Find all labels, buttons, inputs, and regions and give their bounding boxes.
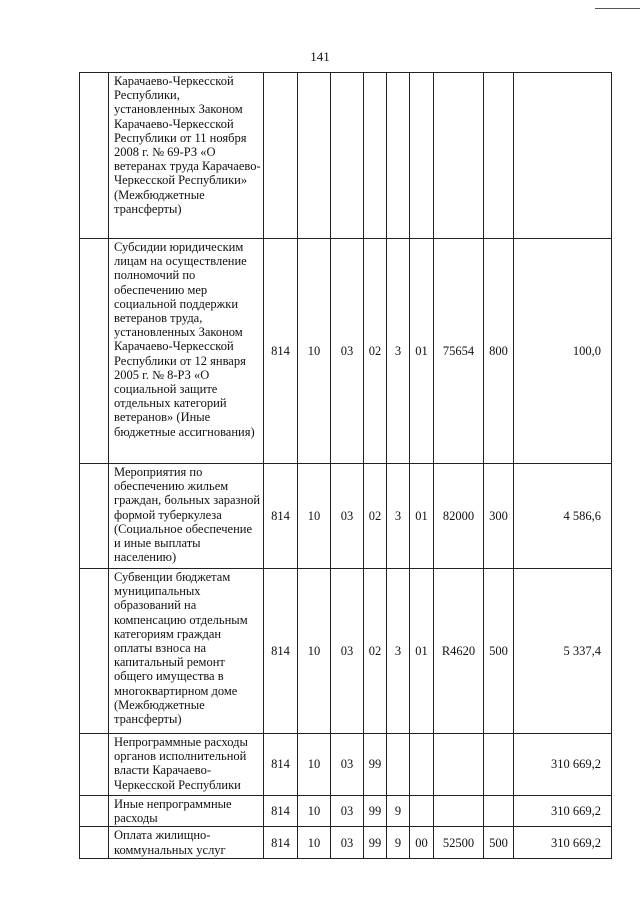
- program-cell: 99: [364, 734, 387, 796]
- expense-name-cell: Субсидии юридическим лицам на осуществление полномочий по обеспечению мер социальной поддержки ветеранов труда, установленных Законом Карачаево-Черкесской Республики от 12 января 2005 г. № 8-РЗ «О социальной защите отдельных категорий ветеранов» (Иные бюджетные ассигнования): [109, 239, 264, 464]
- subprogram-cell: 3: [387, 464, 410, 569]
- subprogram-cell: 9: [387, 796, 410, 827]
- table-row: [80, 464, 612, 569]
- table-row: [80, 796, 612, 827]
- expense-name-cell: Иные непрограммные расходы: [109, 796, 264, 827]
- subsection-cell: 03: [331, 239, 364, 464]
- section-cell: 10: [298, 796, 331, 827]
- subsection-cell: 03: [331, 734, 364, 796]
- row-number-cell: [80, 464, 109, 569]
- gov-code-cell: 814: [264, 796, 298, 827]
- event-cell: [410, 734, 434, 796]
- direction-cell: R4620: [434, 569, 484, 734]
- budget-table: [79, 72, 612, 859]
- section-cell: 10: [298, 734, 331, 796]
- subsection-cell: 03: [331, 569, 364, 734]
- subsection-cell: [331, 73, 364, 239]
- event-cell: 01: [410, 464, 434, 569]
- expense-type-cell: 800: [484, 239, 514, 464]
- direction-cell: [434, 73, 484, 239]
- gov-code-cell: 814: [264, 239, 298, 464]
- event-cell: [410, 796, 434, 827]
- page-number: 141: [310, 49, 330, 64]
- row-number-cell: [80, 734, 109, 796]
- gov-code-cell: 814: [264, 827, 298, 858]
- subsection-cell: 03: [331, 796, 364, 827]
- expense-type-cell: [484, 73, 514, 239]
- direction-cell: 52500: [434, 827, 484, 858]
- scan-corner-line: [595, 0, 640, 9]
- row-number-cell: [80, 569, 109, 734]
- section-cell: 10: [298, 464, 331, 569]
- expense-type-cell: 500: [484, 827, 514, 858]
- program-cell: 02: [364, 239, 387, 464]
- direction-cell: [434, 796, 484, 827]
- expense-name-cell: Непрограммные расходы органов исполнительной власти Карачаево-Черкесской Республики: [109, 734, 264, 796]
- subprogram-cell: 9: [387, 827, 410, 858]
- expense-type-cell: [484, 734, 514, 796]
- subprogram-cell: [387, 73, 410, 239]
- table-row: [80, 734, 612, 796]
- amount-cell: 4 586,6: [514, 464, 612, 569]
- expense-name-cell: Оплата жилищно-коммунальных услуг: [109, 827, 264, 858]
- program-cell: 99: [364, 827, 387, 858]
- expense-name-cell: Субвенции бюджетам муниципальных образований на компенсацию отдельным категориям граждан оплаты взноса на капитальный ремонт общего имущества в многоквартирном доме (Межбюджетные трансферты): [109, 569, 264, 734]
- table-body: [80, 73, 612, 859]
- direction-cell: 75654: [434, 239, 484, 464]
- section-cell: [298, 73, 331, 239]
- amount-cell: 310 669,2: [514, 796, 612, 827]
- gov-code-cell: 814: [264, 569, 298, 734]
- expense-type-cell: 300: [484, 464, 514, 569]
- amount-cell: [514, 73, 612, 239]
- table-row: [80, 73, 612, 239]
- amount-cell: 5 337,4: [514, 569, 612, 734]
- expense-name-cell: Мероприятия по обеспечению жильем граждан, больных заразной формой туберкулеза (Социальное обеспечение и иные выплаты населению): [109, 464, 264, 569]
- row-number-cell: [80, 827, 109, 858]
- expense-type-cell: [484, 796, 514, 827]
- gov-code-cell: 814: [264, 734, 298, 796]
- expense-name-cell: Карачаево-Черкесской Республики, установленных Законом Карачаево-Черкесской Республики от 11 ноября 2008 г. № 69-РЗ «О ветеранах труда Карачаево-Черкесской Республики» (Межбюджетные трансферты): [109, 73, 264, 239]
- table-row: [80, 827, 612, 858]
- subsection-cell: 03: [331, 464, 364, 569]
- section-cell: 10: [298, 827, 331, 858]
- expense-type-cell: 500: [484, 569, 514, 734]
- table-row: [80, 239, 612, 464]
- amount-cell: 100,0: [514, 239, 612, 464]
- event-cell: 01: [410, 239, 434, 464]
- row-number-cell: [80, 796, 109, 827]
- subsection-cell: 03: [331, 827, 364, 858]
- row-number-cell: [80, 73, 109, 239]
- direction-cell: [434, 734, 484, 796]
- subprogram-cell: [387, 734, 410, 796]
- section-cell: 10: [298, 239, 331, 464]
- gov-code-cell: 814: [264, 464, 298, 569]
- event-cell: [410, 73, 434, 239]
- amount-cell: 310 669,2: [514, 827, 612, 858]
- event-cell: 00: [410, 827, 434, 858]
- direction-cell: 82000: [434, 464, 484, 569]
- program-cell: 02: [364, 569, 387, 734]
- program-cell: 02: [364, 464, 387, 569]
- amount-cell: 310 669,2: [514, 734, 612, 796]
- table-row: [80, 569, 612, 734]
- row-number-cell: [80, 239, 109, 464]
- event-cell: 01: [410, 569, 434, 734]
- program-cell: 99: [364, 796, 387, 827]
- subprogram-cell: 3: [387, 239, 410, 464]
- gov-code-cell: [264, 73, 298, 239]
- subprogram-cell: 3: [387, 569, 410, 734]
- program-cell: [364, 73, 387, 239]
- section-cell: 10: [298, 569, 331, 734]
